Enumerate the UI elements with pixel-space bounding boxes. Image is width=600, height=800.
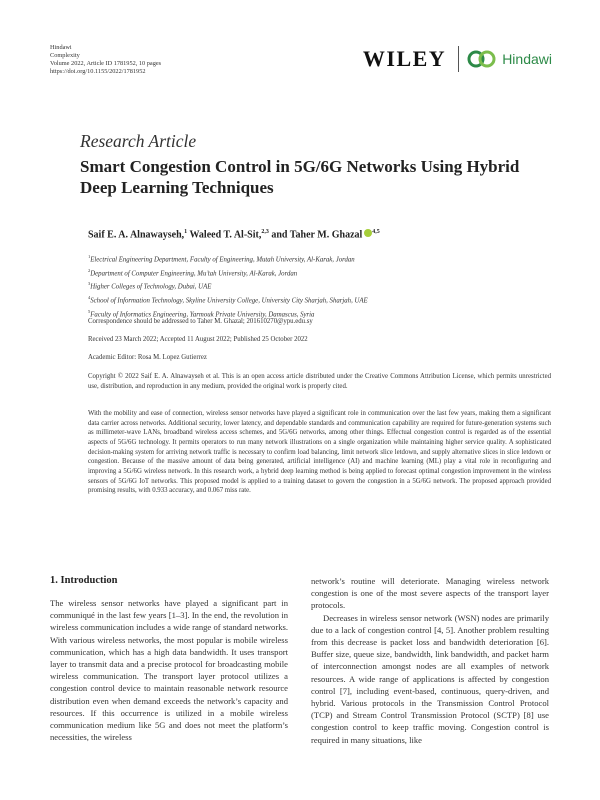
body-paragraph: network’s routine will deteriorate. Managing wireless network congestion is one of the most severe aspects of the transport layer protocols. — [311, 576, 549, 611]
hindawi-logo-text: Hindawi — [502, 51, 552, 67]
hindawi-logo-icon — [467, 50, 499, 68]
wiley-logo: WILEY — [362, 46, 447, 71]
author-name: Waleed T. Al-Sit, — [189, 229, 262, 241]
journal-meta — [50, 44, 161, 76]
affiliation: $^5$Faculty of Informatics Engineering, Yarmouk Private University, Damascus, Syria — [88, 308, 315, 318]
body-paragraph: The wireless sensor networks have played a significant part in communiqué in the last few years [1–3]. In the end, the revolution in wireless communication includes a wide range of standard networks. With various wireless networks, the most popular is mobile wireless communication, which has a high data bandwidth. It uses transport layer to transmit data and a precise protocol for broadcasting mobile wireless communication. The transport layer protocol utilizes a congestion control device to maintain reasonable network resource distribution even when demand exceeds the network’s capacity and resources. If this occurrence is utilized in a mobile wireless communication medium like 5G and does not meet the platform’s necessities, the wireless — [50, 598, 288, 743]
affiliation: $^4$School of Information Technology, Skyline University College, University City Sharjah, Sharjah, UAE — [88, 295, 368, 305]
author-affil-ref: 1 — [184, 229, 188, 235]
author-name: Saif E. A. Alnawayseh, — [88, 229, 185, 241]
article-dates: Received 23 March 2022; Accepted 11 August 2022; Published 25 October 2022 — [88, 336, 308, 343]
author-affil-ref: 2,3 — [261, 229, 269, 235]
publisher-name: Hindawi — [50, 44, 72, 51]
volume-line: Volume 2022, Article ID 1781952, 10 pages — [50, 60, 162, 67]
academic-editor: Academic Editor: Rosa M. Lopez Gutierrez — [88, 354, 207, 361]
affiliation: $^2$Department of Computer Engineering, Mu’tah University, Al-Karak, Jordan — [88, 267, 298, 277]
journal-name: Complexity — [50, 52, 80, 59]
body-column-right — [311, 575, 549, 746]
author-affil-ref: 4,5 — [372, 229, 380, 235]
logo-divider — [458, 46, 459, 72]
body-column-left — [50, 597, 288, 743]
article-title: Smart Congestion Control in 5G/6G Networks Using Hybrid Deep Learning Techniques — [80, 157, 520, 197]
section-heading: 1. Introduction — [50, 575, 118, 586]
body-paragraph: Decreases in wireless sensor network (WSN) nodes are primarily due to a lack of congestion control [4, 5]. Another problem resulting from this decrease is packet loss and bandwidth deterioration [6]. Buffer size, queue size, bandwidth, link bandwidth, and packet harm of interconnection amongst nodes are all examples of network resources. A wide range of applications is affected by congestion control [7], including event-based, continuous, query-driven, and hybrid. Various protocols in the Transmission Control Protocol (TCP) and Stream Control Transmission Protocol (SCTP) [8] use congestion control to keep traffic moving. Congestion control is required in many situations, like — [311, 612, 549, 745]
author-name: and Taher M. Ghazal — [271, 229, 363, 241]
affiliation: $^1$Electrical Engineering Department, Faculty of Engineering, Mutah University, Al-Karak, Jordan — [88, 254, 355, 264]
doi-link[interactable]: https://doi.org/10.1155/2022/1781952 — [50, 68, 146, 75]
correspondence: Correspondence should be addressed to Taher M. Ghazal; 201610270@ypu.edu.sy — [88, 318, 313, 325]
article-type: Research Article — [80, 131, 197, 151]
author-list — [88, 229, 380, 240]
affiliation: $^3$Higher Colleges of Technology, Dubai, UAE — [88, 281, 212, 291]
affiliation-list — [88, 252, 368, 320]
abstract: With the mobility and ease of connection, wireless sensor networks have played a significant role in communication over the last few years, making them a significant data carrier across networks. Additional security, lower latency, and dependable standards and communication capability are required for future-generation systems such as millimeter-wave LANs, broadband wireless access schemes, and 5G/6G networks, among other things. Effectual congestion control is regarded as of the essential aspects of 5G/6G technology. It permits operators to run many network illustrations on a single organization while maintaining higher service quality. A sophisticated decision-making system for arriving network traffic is necessary to confirm load balancing, limit network slice letdown, and supply alternative slices in slice letdown or congestion. Because of the massive amount of data being generated, artificial intelligence (AI) and machine learning (ML) play a vital role in reconfiguring and improving a 5G/6G wireless network. In this research work, a hybrid deep learning method is being applied to forecast optimal congestion improvement in the wireless sensors of 5G/6G IoT networks. This proposed model is applied to a training dataset to govern the congestion in a 5G/6G network. The proposed approach provided promising results, with 0.933 accuracy, and 0.067 miss rate. — [88, 410, 551, 495]
publisher-logos — [363, 46, 552, 72]
copyright-notice: Copyright © 2022 Saif E. A. Alnawayseh et al. This is an open access article distributed under the Creative Commons Attribution License, which permits unrestricted use, distribution, and reproduction in any medium, provided the original work is properly cited. — [88, 373, 551, 390]
